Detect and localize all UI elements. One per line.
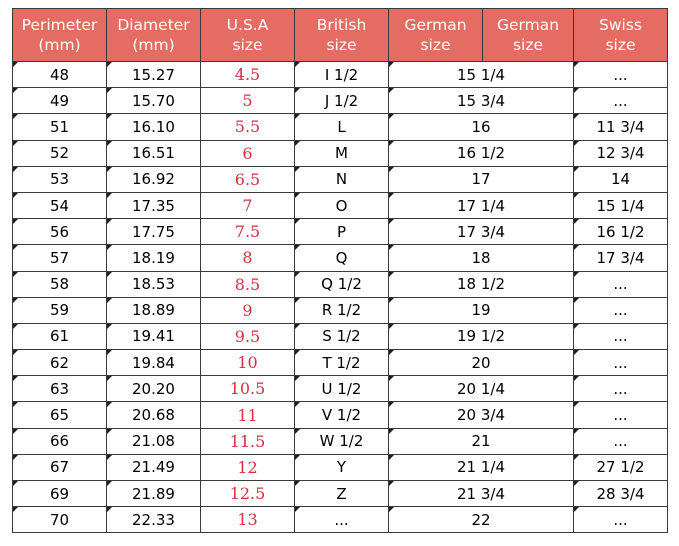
swiss-size-header (574, 9, 668, 62)
table-row (13, 219, 668, 245)
british-size-cell: N (295, 166, 389, 192)
diameter-cell: 15.70 (107, 88, 201, 114)
diameter-cell: 19.84 (107, 350, 201, 376)
german-size-cell: 16 (389, 114, 574, 140)
british-size-cell: Y (295, 454, 389, 480)
british-size-cell: J 1/2 (295, 88, 389, 114)
german-size-cell: 17 1/4 (389, 192, 574, 218)
usa-size-cell: 8 (201, 245, 295, 271)
british-header-line2: size (326, 36, 357, 54)
british-size-cell: V 1/2 (295, 402, 389, 428)
swiss-size-cell: 15 1/4 (574, 192, 668, 218)
swiss-size-cell: 16 1/2 (574, 219, 668, 245)
usa-size-cell: 10.5 (201, 376, 295, 402)
british-size-cell: Q (295, 245, 389, 271)
diameter-cell: 20.68 (107, 402, 201, 428)
british-size-cell: Z (295, 481, 389, 507)
usa-size-cell: 7 (201, 192, 295, 218)
swiss-size-cell: ... (574, 323, 668, 349)
diameter-header-line2: (mm) (132, 36, 175, 54)
diameter-cell: 21.49 (107, 454, 201, 480)
german-size-cell: 19 (389, 297, 574, 323)
perimeter-header-line2: (mm) (38, 36, 81, 54)
table-row (13, 245, 668, 271)
swiss-size-cell: ... (574, 88, 668, 114)
perimeter-cell: 70 (13, 507, 107, 533)
table-body (13, 62, 668, 533)
british-size-header (295, 9, 389, 62)
table-row (13, 323, 668, 349)
british-size-cell: U 1/2 (295, 376, 389, 402)
german-size-header-1 (389, 9, 483, 62)
perimeter-cell: 53 (13, 166, 107, 192)
diameter-cell: 17.35 (107, 192, 201, 218)
table-row (13, 88, 668, 114)
diameter-header (107, 9, 201, 62)
british-size-cell: ... (295, 507, 389, 533)
perimeter-cell: 52 (13, 140, 107, 166)
perimeter-cell: 49 (13, 88, 107, 114)
german-size-cell: 21 3/4 (389, 481, 574, 507)
perimeter-cell: 51 (13, 114, 107, 140)
swiss-size-cell: ... (574, 507, 668, 533)
german-size-cell: 17 (389, 166, 574, 192)
usa-size-cell: 6.5 (201, 166, 295, 192)
british-size-cell: Q 1/2 (295, 271, 389, 297)
diameter-cell: 18.19 (107, 245, 201, 271)
swiss-size-cell: 28 3/4 (574, 481, 668, 507)
swiss-size-cell: ... (574, 428, 668, 454)
diameter-cell: 16.92 (107, 166, 201, 192)
usa-size-cell: 5.5 (201, 114, 295, 140)
german1-header-line1: German (404, 16, 467, 34)
table-row (13, 192, 668, 218)
german-size-cell: 15 3/4 (389, 88, 574, 114)
perimeter-cell: 65 (13, 402, 107, 428)
perimeter-cell: 59 (13, 297, 107, 323)
british-size-cell: M (295, 140, 389, 166)
ring-size-table (12, 8, 668, 533)
diameter-cell: 15.27 (107, 62, 201, 88)
perimeter-cell: 48 (13, 62, 107, 88)
usa-size-cell: 10 (201, 350, 295, 376)
diameter-cell: 20.20 (107, 376, 201, 402)
usa-header-line1: U.S.A (226, 16, 269, 34)
british-header-line1: British (316, 16, 367, 34)
perimeter-cell: 69 (13, 481, 107, 507)
usa-size-cell: 12.5 (201, 481, 295, 507)
table-row (13, 454, 668, 480)
swiss-size-cell: 27 1/2 (574, 454, 668, 480)
perimeter-cell: 54 (13, 192, 107, 218)
usa-size-cell: 11.5 (201, 428, 295, 454)
swiss-size-cell: ... (574, 62, 668, 88)
british-size-cell: I 1/2 (295, 62, 389, 88)
british-size-cell: S 1/2 (295, 323, 389, 349)
perimeter-cell: 58 (13, 271, 107, 297)
german-size-cell: 22 (389, 507, 574, 533)
british-size-cell: W 1/2 (295, 428, 389, 454)
german1-header-line2: size (420, 36, 451, 54)
german2-header-line1: German (496, 16, 560, 34)
ring-size-chart (12, 8, 668, 533)
perimeter-cell: 57 (13, 245, 107, 271)
british-size-cell: R 1/2 (295, 297, 389, 323)
diameter-cell: 22.33 (107, 507, 201, 533)
usa-size-cell: 9.5 (201, 323, 295, 349)
usa-size-cell: 9 (201, 297, 295, 323)
usa-size-cell: 11 (201, 402, 295, 428)
perimeter-cell: 63 (13, 376, 107, 402)
diameter-header-line1: Diameter (117, 16, 190, 34)
table-row (13, 140, 668, 166)
swiss-size-cell: ... (574, 297, 668, 323)
usa-size-cell: 8.5 (201, 271, 295, 297)
table-row (13, 166, 668, 192)
perimeter-cell: 66 (13, 428, 107, 454)
german-size-cell: 18 (389, 245, 574, 271)
diameter-cell: 16.10 (107, 114, 201, 140)
perimeter-cell: 56 (13, 219, 107, 245)
table-row (13, 402, 668, 428)
diameter-cell: 17.75 (107, 219, 201, 245)
diameter-cell: 21.08 (107, 428, 201, 454)
usa-size-header (201, 9, 295, 62)
table-row (13, 114, 668, 140)
table-row (13, 297, 668, 323)
british-size-cell: P (295, 219, 389, 245)
table-row (13, 376, 668, 402)
german-size-cell: 16 1/2 (389, 140, 574, 166)
perimeter-cell: 62 (13, 350, 107, 376)
usa-size-cell: 5 (201, 88, 295, 114)
perimeter-cell: 67 (13, 454, 107, 480)
german-size-header-2 (483, 9, 574, 62)
german-size-cell: 20 1/4 (389, 376, 574, 402)
table-row (13, 481, 668, 507)
swiss-header-line1: Swiss (599, 16, 642, 34)
usa-header-line2: size (232, 36, 263, 54)
usa-size-cell: 7.5 (201, 219, 295, 245)
german-size-cell: 20 3/4 (389, 402, 574, 428)
swiss-size-cell: 11 3/4 (574, 114, 668, 140)
german-size-cell: 20 (389, 350, 574, 376)
table-row (13, 428, 668, 454)
diameter-cell: 16.51 (107, 140, 201, 166)
swiss-size-cell: 12 3/4 (574, 140, 668, 166)
german-size-cell: 18 1/2 (389, 271, 574, 297)
german-size-cell: 17 3/4 (389, 219, 574, 245)
table-row (13, 350, 668, 376)
german-size-cell: 15 1/4 (389, 62, 574, 88)
british-size-cell: O (295, 192, 389, 218)
usa-size-cell: 12 (201, 454, 295, 480)
swiss-size-cell: ... (574, 402, 668, 428)
german-size-cell: 21 1/4 (389, 454, 574, 480)
german2-header-line2: size (512, 36, 544, 54)
diameter-cell: 19.41 (107, 323, 201, 349)
swiss-size-cell: ... (574, 376, 668, 402)
perimeter-cell: 61 (13, 323, 107, 349)
british-size-cell: L (295, 114, 389, 140)
diameter-cell: 18.89 (107, 297, 201, 323)
swiss-size-cell: ... (574, 271, 668, 297)
swiss-header-line2: size (605, 36, 636, 54)
german-size-cell: 19 1/2 (389, 323, 574, 349)
perimeter-header (13, 9, 107, 62)
table-row (13, 62, 668, 88)
table-row (13, 507, 668, 533)
swiss-size-cell: 14 (574, 166, 668, 192)
british-size-cell: T 1/2 (295, 350, 389, 376)
header-row (13, 9, 668, 62)
table-row (13, 271, 668, 297)
usa-size-cell: 13 (201, 507, 295, 533)
diameter-cell: 21.89 (107, 481, 201, 507)
usa-size-cell: 6 (201, 140, 295, 166)
swiss-size-cell: ... (574, 350, 668, 376)
perimeter-header-line1: Perimeter (21, 16, 98, 34)
german-size-cell: 21 (389, 428, 574, 454)
usa-size-cell: 4.5 (201, 62, 295, 88)
diameter-cell: 18.53 (107, 271, 201, 297)
swiss-size-cell: 17 3/4 (574, 245, 668, 271)
